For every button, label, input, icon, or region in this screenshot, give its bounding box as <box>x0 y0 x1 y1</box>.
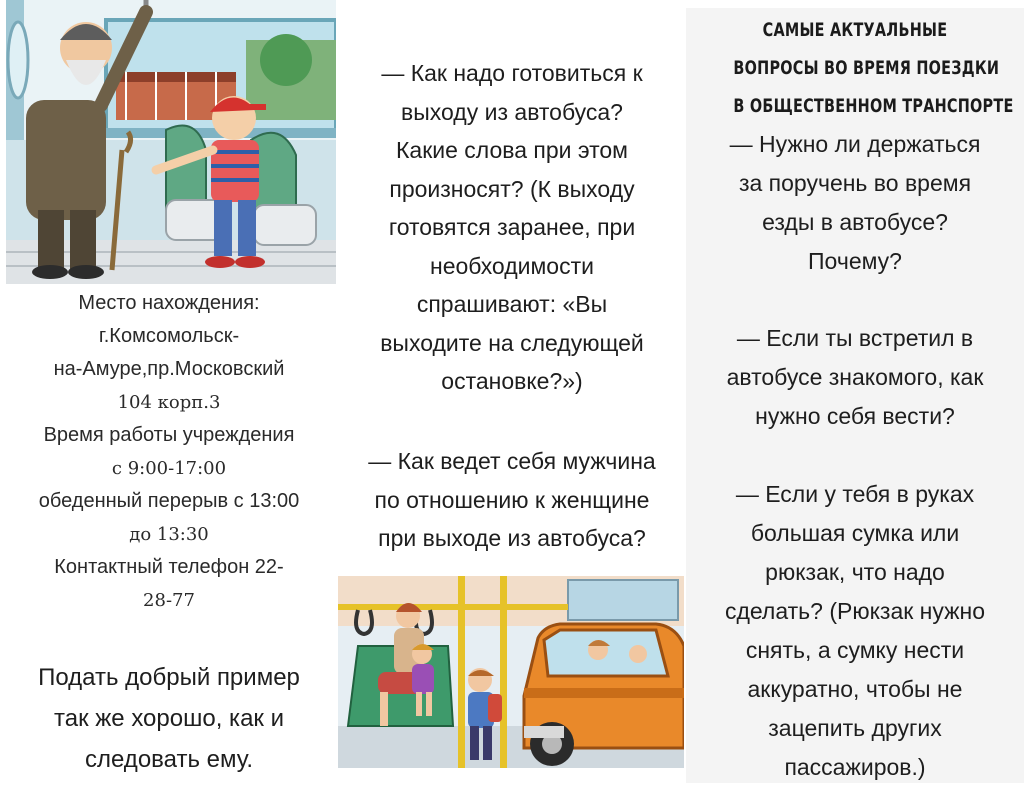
question-exit-bus <box>342 54 682 401</box>
question-line: необходимости <box>430 252 594 279</box>
middle-column <box>338 0 686 791</box>
left-column <box>0 0 338 791</box>
bus-interior-illustration <box>6 0 336 284</box>
question-line: рюкзак, что надо <box>765 559 945 585</box>
question-backpack <box>692 475 1018 787</box>
question-line: — Нужно ли держаться <box>729 131 981 157</box>
car-passengers-illustration <box>338 576 684 768</box>
info-line: 28-77 <box>143 590 195 611</box>
question-line: по отношению к женщине <box>374 486 650 513</box>
question-line: — Если ты встретил в <box>736 325 974 351</box>
title-line: В ОБЩЕСТВЕННОМ ТРАНСПОРТЕ <box>733 95 1014 117</box>
info-line: до 13:30 <box>129 524 209 545</box>
question-line: езды в автобусе? <box>762 209 948 235</box>
question-line: автобусе знакомого, как <box>726 364 984 390</box>
info-line: на-Амуре,пр.Московский <box>53 358 285 380</box>
question-acquaintance <box>692 319 1018 436</box>
question-line: пассажиров.) <box>784 754 926 780</box>
question-line: готовятся заранее, при <box>388 214 636 240</box>
info-line: 104 корп.3 <box>117 392 221 413</box>
motto <box>8 657 330 780</box>
info-line: с 9:00-17:00 <box>111 458 227 479</box>
question-line: нужно себя вести? <box>755 403 955 429</box>
question-line: сделать? (Рюкзак нужно <box>724 598 986 624</box>
motto-line: Подать добрый пример <box>38 664 300 691</box>
question-line: выходите на следующей <box>380 329 644 356</box>
question-line: выходу из автобуса? <box>401 98 623 125</box>
info-line: г.Комсомольск- <box>98 325 240 347</box>
question-line: Почему? <box>808 248 902 274</box>
right-panel <box>686 8 1024 783</box>
question-man-behavior <box>342 442 682 558</box>
question-line: большая сумка или <box>750 520 960 546</box>
question-line: зацепить других <box>768 715 942 741</box>
question-line: — Если у тебя в руках <box>735 481 975 507</box>
motto-line: следовать ему. <box>84 746 254 773</box>
title-line: ВОПРОСЫ ВО ВРЕМЯ ПОЕЗДКИ <box>733 57 1000 79</box>
question-line: за поручень во время <box>738 170 972 196</box>
question-handrail <box>692 125 1018 281</box>
question-line: произносят? (К выходу <box>389 175 635 202</box>
info-line: Место нахождения: <box>78 292 260 314</box>
motto-line: так же хорошо, как и <box>54 705 284 732</box>
question-line: остановке?») <box>441 368 583 394</box>
info-line: Время работы учреждения <box>43 424 295 446</box>
question-line: Какие слова при этом <box>396 137 628 163</box>
panel-title <box>733 11 1014 125</box>
info-line: Контактный телефон 22- <box>54 556 284 578</box>
question-line: — Как ведет себя мужчина <box>368 448 656 474</box>
question-line: — Как надо готовиться к <box>381 60 643 86</box>
address-info <box>8 287 330 617</box>
question-line: аккуратно, чтобы не <box>747 676 963 702</box>
question-line: при выходе из автобуса? <box>378 525 646 551</box>
info-line: обеденный перерыв с 13:00 <box>38 490 300 512</box>
question-line: снять, а сумку нести <box>745 637 965 663</box>
question-line: спрашивают: «Вы <box>416 291 608 317</box>
title-line: САМЫЕ АКТУАЛЬНЫЕ <box>762 19 948 41</box>
